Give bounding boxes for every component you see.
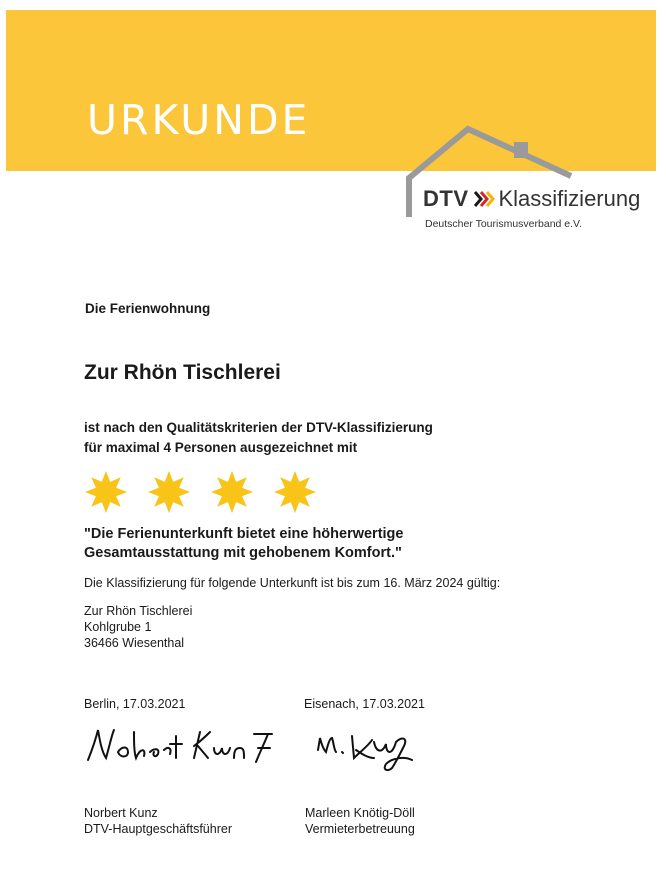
star-rating bbox=[82, 470, 322, 514]
signatory-2-name: Marleen Knötig-Döll bbox=[305, 806, 415, 820]
certificate-title: URKUNDE bbox=[87, 96, 311, 144]
signatory-1-role: DTV-Hauptgeschäftsführer bbox=[84, 822, 232, 836]
intro-text: Die Ferienwohnung bbox=[85, 301, 211, 316]
logo-subtitle: Deutscher Tourismusverband e.V. bbox=[425, 218, 583, 230]
validity-text: Die Klassifizierung für folgende Unterkunft ist bis zum 16. März 2024 gültig: bbox=[84, 576, 501, 590]
signatory-1-name: Norbert Kunz bbox=[84, 806, 158, 820]
signatory-1-place-date: Berlin, 17.03.2021 bbox=[84, 697, 186, 711]
star-icon bbox=[211, 471, 253, 513]
property-name: Zur Rhön Tischlerei bbox=[84, 361, 281, 384]
quote-line-2: Gesamtausstattung mit gehobenem Komfort." bbox=[84, 545, 402, 561]
star-icon bbox=[85, 471, 127, 513]
logo-brand: DTV bbox=[423, 186, 469, 211]
address-street: Kohlgrube 1 bbox=[84, 620, 152, 634]
star-icon bbox=[148, 471, 190, 513]
statement-line-2: für maximal 4 Personen ausgezeichnet mit bbox=[84, 440, 358, 455]
quote-line-1: "Die Ferienunterkunft bietet eine höherwertige bbox=[84, 526, 404, 542]
dtv-logo bbox=[423, 186, 640, 212]
logo-name: Klassifizierung bbox=[498, 186, 641, 211]
signature-1-image bbox=[82, 722, 282, 772]
chevron-icon bbox=[473, 190, 495, 208]
signatory-2-place-date: Eisenach, 17.03.2021 bbox=[304, 697, 425, 711]
address-name: Zur Rhön Tischlerei bbox=[84, 604, 193, 618]
signatory-2-role: Vermieterbetreuung bbox=[305, 822, 415, 836]
address-city: 36466 Wiesenthal bbox=[84, 636, 185, 650]
statement-line-1: ist nach den Qualitätskriterien der DTV-Klassifizierung bbox=[84, 420, 433, 435]
signature-2-image bbox=[312, 722, 422, 778]
star-icon bbox=[274, 471, 316, 513]
header-banner bbox=[6, 10, 656, 171]
